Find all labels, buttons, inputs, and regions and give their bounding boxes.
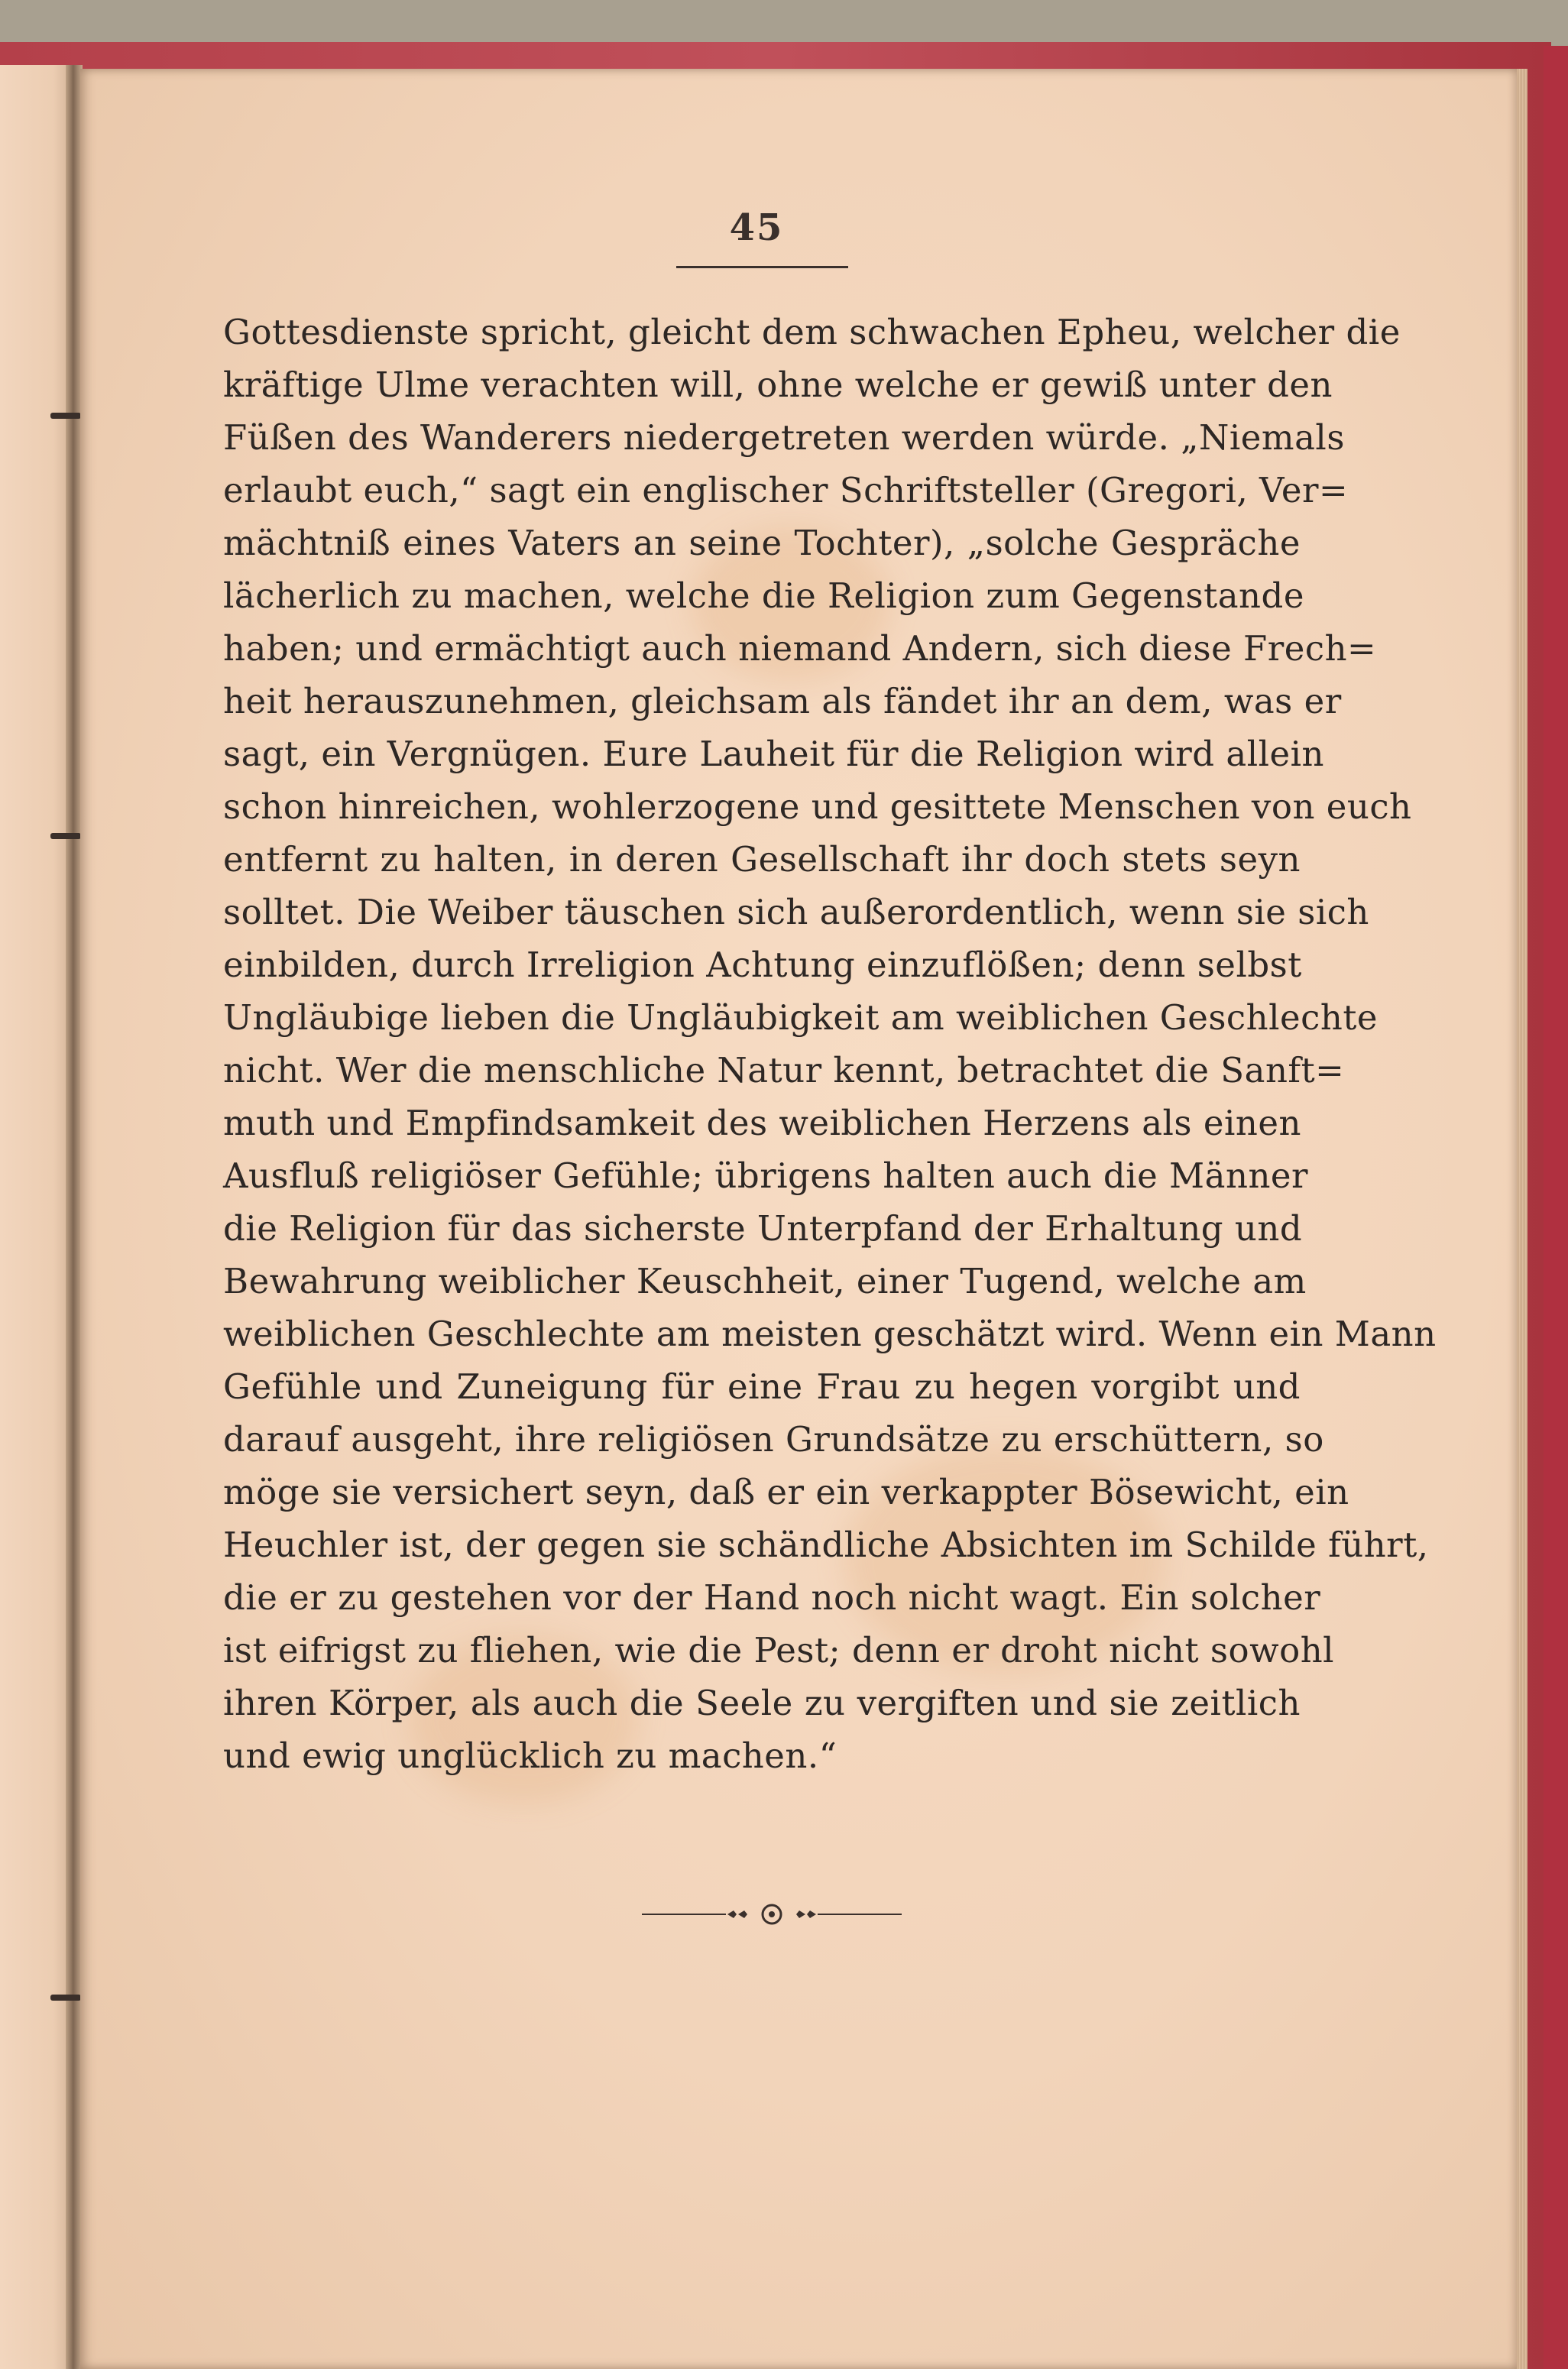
binding-stitch bbox=[50, 413, 81, 419]
text-line: Ungläubige lieben die Ungläubigkeit am weiblichen Geschlechte bbox=[223, 997, 1378, 1038]
text-line: erlaubt euch,“ sagt ein englischer Schriftsteller (Gregori, Ver= bbox=[223, 470, 1349, 510]
text-line: Heuchler ist, der gegen sie schändliche Absichten im Schilde führt, bbox=[223, 1525, 1429, 1565]
text-line: solltet. Die Weiber täuschen sich außerordentlich, wenn sie sich bbox=[223, 892, 1369, 932]
text-line: haben; und ermächtigt auch niemand Andern, sich diese Frech= bbox=[223, 628, 1377, 669]
text-line: die Religion für das sicherste Unterpfand der Erhaltung und bbox=[223, 1208, 1303, 1249]
text-line: mächtniß eines Vaters an seine Tochter), „solche Gespräche bbox=[223, 523, 1301, 563]
text-line: möge sie versichert seyn, daß er ein verkappter Bösewicht, ein bbox=[223, 1472, 1349, 1512]
text-line: lächerlich zu machen, welche die Religion zum Gegenstande bbox=[223, 575, 1304, 616]
page-edge bbox=[1517, 69, 1528, 2369]
text-line: kräftige Ulme verachten will, ohne welche er gewiß unter den bbox=[223, 365, 1333, 405]
text-line: ihren Körper, als auch die Seele zu vergiften und sie zeitlich bbox=[223, 1683, 1301, 1723]
page-number: 45 bbox=[729, 206, 784, 249]
header-rule bbox=[676, 266, 848, 268]
text-line: Füßen des Wanderers niedergetreten werden würde. „Niemals bbox=[223, 417, 1345, 458]
text-line: heit herauszunehmen, gleichsam als fändet ihr an dem, was er bbox=[223, 681, 1342, 721]
left-page bbox=[0, 65, 76, 2369]
text-line: sagt, ein Vergnügen. Eure Lauheit für die Religion wird allein bbox=[223, 734, 1325, 774]
binding-stitch bbox=[50, 833, 81, 839]
text-line: nicht. Wer die menschliche Natur kennt, betrachtet die Sanft= bbox=[223, 1050, 1345, 1091]
text-line: Gefühle und Zuneigung für eine Frau zu hegen vorgibt und bbox=[223, 1366, 1301, 1407]
text-line: muth und Empfindsamkeit des weiblichen Herzens als einen bbox=[223, 1103, 1301, 1143]
text-line: einbilden, durch Irreligion Achtung einzuflößen; denn selbst bbox=[223, 945, 1302, 985]
text-line: entfernt zu halten, in deren Gesellschaft ihr doch stets seyn bbox=[223, 839, 1301, 880]
text-line: weiblichen Geschlechte am meisten geschätzt wird. Wenn ein Mann bbox=[223, 1314, 1437, 1354]
text-line: Gottesdienste spricht, gleicht dem schwachen Epheu, welcher die bbox=[223, 312, 1401, 352]
text-line: und ewig unglücklich zu machen.“ bbox=[223, 1735, 837, 1776]
text-line: darauf ausgeht, ihre religiösen Grundsätze zu erschüttern, so bbox=[223, 1419, 1324, 1460]
text-line: ist eifrigst zu fliehen, wie die Pest; denn er droht nicht sowohl bbox=[223, 1630, 1335, 1671]
text-line: schon hinreichen, wohlerzogene und gesittete Menschen von euch bbox=[223, 786, 1412, 827]
binding-stitch bbox=[50, 1995, 81, 2001]
text-line: Ausfluß religiöser Gefühle; übrigens halten auch die Männer bbox=[223, 1155, 1309, 1196]
body-paragraph bbox=[223, 306, 1437, 1782]
text-line: die er zu gestehen vor der Hand noch nicht wagt. Ein solcher bbox=[223, 1577, 1321, 1618]
text-line: Bewahrung weiblicher Keuschheit, einer Tugend, welche am bbox=[223, 1261, 1307, 1301]
book-cover-edge bbox=[1544, 46, 1568, 2369]
ornament-divider-icon bbox=[642, 1899, 902, 1930]
